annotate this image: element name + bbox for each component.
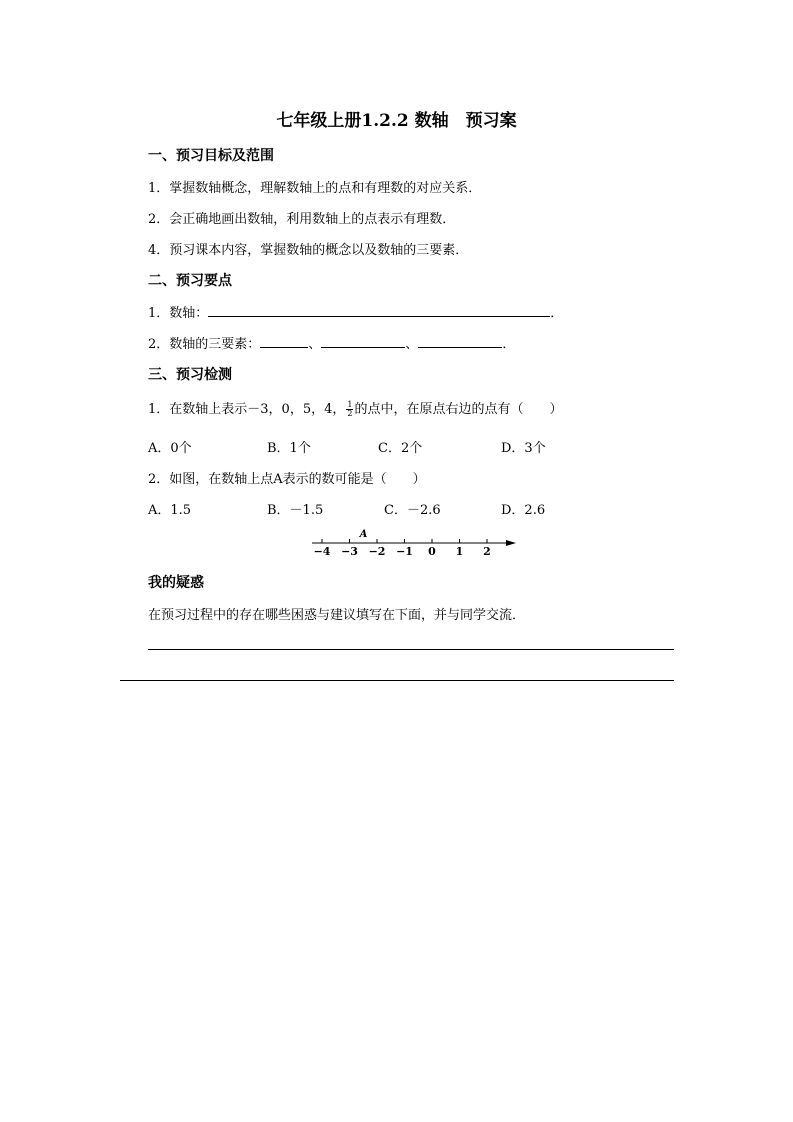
fraction-one-half: [346, 401, 353, 418]
number-line-arrow: [506, 540, 516, 546]
section1-item-3: 4．预习课本内容，掌握数轴的概念以及数轴的三要素．: [148, 243, 469, 258]
page-title: 七年级上册1.2.2 数轴 预习案: [276, 111, 517, 131]
section3-heading: 三、预习检测: [148, 367, 232, 383]
fill-blank-definition[interactable]: [208, 304, 550, 317]
fraction-numerator: 1: [347, 400, 353, 409]
section2-item-1: [148, 302, 563, 321]
q2-option-c[interactable]: C．－2.6: [384, 503, 441, 518]
section1-item-2: 2．会正确地画出数轴，利用数轴上的点表示有理数．: [148, 212, 456, 227]
fill-blank-element-2[interactable]: [321, 335, 405, 348]
number-line-tick-label: −4: [313, 545, 331, 558]
answer-line-2[interactable]: [120, 680, 674, 681]
q2-option-d[interactable]: D．2.6: [501, 503, 546, 518]
question-1-prefix: 1．在数轴上表示－3，0，5，4，: [148, 402, 346, 417]
doubts-heading: 我的疑惑: [148, 575, 204, 591]
answer-line-1[interactable]: [148, 649, 674, 650]
question-2: 2．如图，在数轴上点A表示的数可能是（ ）: [148, 472, 426, 487]
number-line-ticks: [314, 539, 491, 558]
q1-option-a[interactable]: A．0个: [148, 441, 192, 456]
section2-item-2: [148, 333, 515, 352]
number-line-tick-label: −1: [396, 545, 413, 558]
fill-blank-element-1[interactable]: [260, 335, 308, 348]
q1-option-d[interactable]: D．3个: [501, 441, 546, 456]
question-1-suffix: 的点中，在原点右边的点有（ ）: [354, 402, 563, 417]
number-line-tick-label: 1: [455, 545, 464, 558]
q1-option-b[interactable]: B．1个: [267, 441, 311, 456]
number-line-figure: [300, 524, 530, 560]
section2-heading: 二、预习要点: [148, 273, 232, 289]
q2-option-a[interactable]: A．1.5: [148, 503, 192, 518]
section2-item1-end: ．: [550, 306, 564, 321]
number-line-tick-label: −3: [341, 545, 358, 558]
section1-item-1: 1．掌握数轴概念，理解数轴上的点和有理数的对应关系．: [148, 181, 482, 196]
section2-item2-end: ．: [502, 337, 516, 352]
q1-option-c[interactable]: C．2个: [378, 441, 423, 456]
section1-heading: 一、预习目标及范围: [148, 148, 274, 164]
fraction-denominator: 2: [347, 409, 353, 418]
separator: 、: [308, 337, 322, 352]
q2-option-b[interactable]: B．－1.5: [267, 503, 324, 518]
number-line-tick-label: 2: [483, 545, 491, 558]
question-1: [148, 398, 562, 418]
separator: 、: [405, 337, 419, 352]
fill-blank-element-3[interactable]: [418, 335, 502, 348]
point-a-label: A: [359, 529, 368, 540]
section2-item2-label: 2．数轴的三要素：: [148, 337, 261, 352]
doubts-text: 在预习过程中的存在哪些困惑与建议填写在下面，并与同学交流．: [148, 608, 526, 623]
section2-item1-label: 1．数轴：: [148, 306, 209, 321]
number-line-tick-label: −2: [368, 545, 386, 558]
number-line-tick-label: 0: [428, 545, 436, 558]
